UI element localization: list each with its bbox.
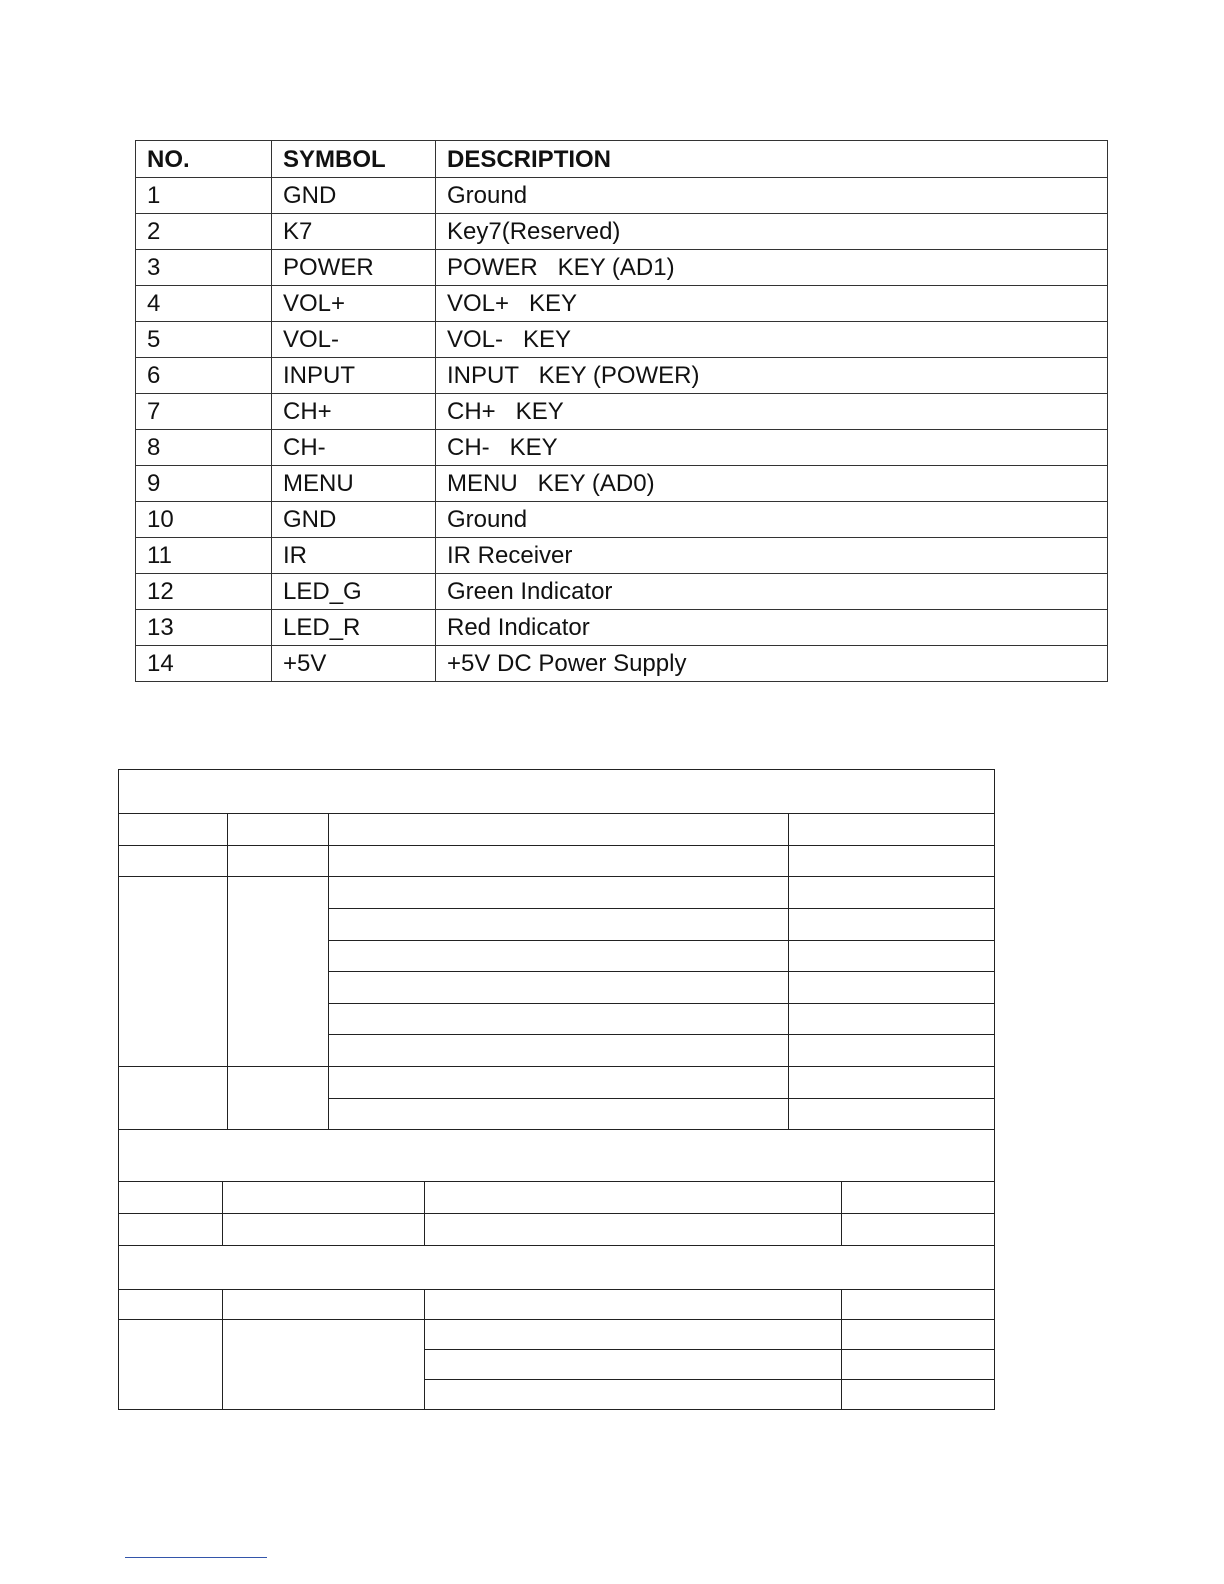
pin-symbol: CH- [272,430,436,466]
pin-number: 14 [136,646,272,682]
form-rule-vertical [222,1289,223,1409]
pin-description: Ground [436,178,1108,214]
pin-description: Key7(Reserved) [436,214,1108,250]
form-rule-horizontal [118,1289,994,1290]
pin-symbol: +5V [272,646,436,682]
pin-number: 10 [136,502,272,538]
form-rule-horizontal [328,1098,994,1099]
pin-number: 12 [136,574,272,610]
pin-number: 8 [136,430,272,466]
form-rule-horizontal [118,1319,994,1320]
pin-number: 9 [136,466,272,502]
pin-table-header-row [136,141,1108,178]
form-rule-horizontal [328,908,994,909]
form-rule-horizontal [424,1349,994,1350]
pin-description: CH+ KEY [436,394,1108,430]
form-rule-horizontal [328,940,994,941]
pin-number: 7 [136,394,272,430]
pin-symbol: LED_G [272,574,436,610]
pin-symbol: POWER [272,250,436,286]
pin-description: +5V DC Power Supply [436,646,1108,682]
table-row [136,466,1108,502]
pin-description: Ground [436,502,1108,538]
pin-symbol: INPUT [272,358,436,394]
header-description: DESCRIPTION [436,141,1108,178]
blank-form-frame [118,769,995,1410]
pin-number: 13 [136,610,272,646]
pin-description: Red Indicator [436,610,1108,646]
header-no: NO. [136,141,272,178]
header-symbol: SYMBOL [272,141,436,178]
pin-description: VOL- KEY [436,322,1108,358]
table-row [136,610,1108,646]
form-rule-horizontal [328,1003,994,1004]
pin-symbol: MENU [272,466,436,502]
form-rule-vertical [328,813,329,1129]
pin-number: 2 [136,214,272,250]
form-rule-vertical [841,1289,842,1409]
table-row [136,214,1108,250]
pin-description: POWER KEY (AD1) [436,250,1108,286]
form-rule-horizontal [328,971,994,972]
table-row [136,178,1108,214]
form-rule-vertical [788,813,789,1129]
footer-rule [125,1557,267,1558]
pin-number: 4 [136,286,272,322]
pin-description: CH- KEY [436,430,1108,466]
pin-description: INPUT KEY (POWER) [436,358,1108,394]
pin-number: 1 [136,178,272,214]
pin-number: 11 [136,538,272,574]
form-rule-horizontal [118,1181,994,1182]
form-rule-vertical [222,1181,223,1245]
pin-description: MENU KEY (AD0) [436,466,1108,502]
table-row [136,250,1108,286]
table-row [136,430,1108,466]
table-row [136,538,1108,574]
table-row [136,286,1108,322]
pin-symbol: VOL+ [272,286,436,322]
form-rule-horizontal [118,1066,994,1067]
table-row [136,322,1108,358]
pin-number: 5 [136,322,272,358]
pin-description: IR Receiver [436,538,1108,574]
form-rule-horizontal [118,1245,994,1246]
table-row [136,394,1108,430]
form-rule-horizontal [118,1129,994,1130]
pin-number: 6 [136,358,272,394]
pin-table [135,140,1108,682]
pin-symbol: K7 [272,214,436,250]
table-row [136,574,1108,610]
form-rule-horizontal [118,876,994,877]
form-rule-vertical [424,1289,425,1409]
form-rule-vertical [424,1181,425,1245]
form-rule-vertical [841,1181,842,1245]
pin-symbol: IR [272,538,436,574]
form-rule-horizontal [328,1034,994,1035]
form-rule-horizontal [424,1379,994,1380]
blank-form-table [118,769,995,1410]
pin-symbol: VOL- [272,322,436,358]
table-row [136,358,1108,394]
pin-description: VOL+ KEY [436,286,1108,322]
pin-symbol: CH+ [272,394,436,430]
table-row [136,502,1108,538]
form-rule-horizontal [118,813,994,814]
pin-number: 3 [136,250,272,286]
form-rule-horizontal [118,1213,994,1214]
pin-description: Green Indicator [436,574,1108,610]
pin-symbol: GND [272,502,436,538]
form-rule-horizontal [118,845,994,846]
form-rule-vertical [227,813,228,1129]
table-row [136,646,1108,682]
pin-symbol: GND [272,178,436,214]
pin-symbol: LED_R [272,610,436,646]
